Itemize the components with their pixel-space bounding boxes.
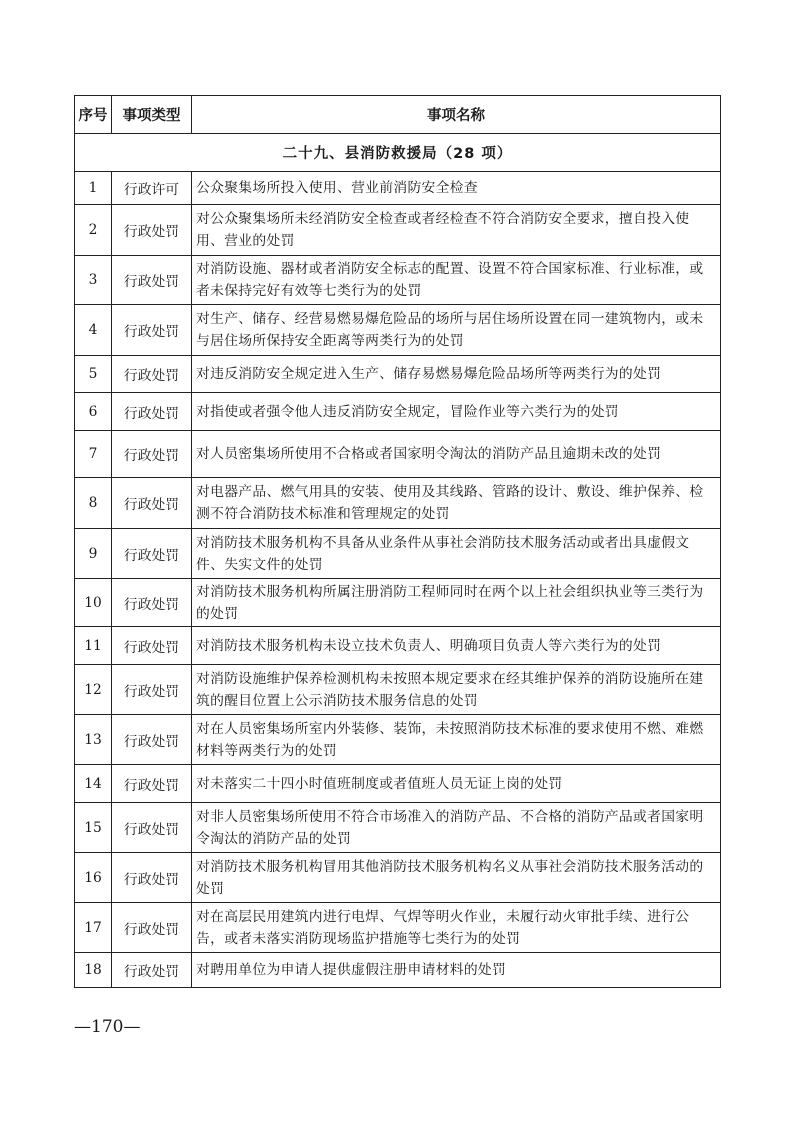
- row-type: 行政处罚: [112, 431, 192, 478]
- row-num: 12: [75, 665, 112, 715]
- table-row: [75, 903, 721, 953]
- table-row: [75, 256, 721, 305]
- table-row: [75, 665, 721, 715]
- row-type: 行政处罚: [112, 903, 192, 953]
- table-row: [75, 627, 721, 665]
- row-type: 行政处罚: [112, 953, 192, 988]
- row-name: 对违反消防安全规定进入生产、储存易燃易爆危险品场所等两类行为的处罚: [192, 356, 721, 393]
- row-type: 行政处罚: [112, 665, 192, 715]
- row-num: 8: [75, 478, 112, 529]
- row-type: 行政处罚: [112, 579, 192, 627]
- table-row: [75, 529, 721, 579]
- row-name: 对在高层民用建筑内进行电焊、气焊等明火作业，未履行动火审批手续、进行公告，或者未落实消防现场监护措施等七类行为的处罚: [192, 903, 721, 953]
- row-num: 16: [75, 853, 112, 903]
- section-row: [75, 134, 721, 172]
- header-row: [75, 96, 721, 134]
- row-num: 2: [75, 205, 112, 256]
- row-name: 对指使或者强令他人违反消防安全规定，冒险作业等六类行为的处罚: [192, 393, 721, 431]
- row-name: 对聘用单位为申请人提供虚假注册申请材料的处罚: [192, 953, 721, 988]
- table-row: [75, 853, 721, 903]
- row-num: 5: [75, 356, 112, 393]
- row-num: 1: [75, 172, 112, 205]
- row-type: 行政处罚: [112, 356, 192, 393]
- row-num: 15: [75, 803, 112, 853]
- table-row: [75, 172, 721, 205]
- row-num: 6: [75, 393, 112, 431]
- row-name: 对电器产品、燃气用具的安装、使用及其线路、管路的设计、敷设、维护保养、检测不符合消防技术标准和管理规定的处罚: [192, 478, 721, 529]
- row-type: 行政处罚: [112, 478, 192, 529]
- row-name: 对消防技术服务机构未设立技术负责人、明确项目负责人等六类行为的处罚: [192, 627, 721, 665]
- row-num: 11: [75, 627, 112, 665]
- row-num: 13: [75, 715, 112, 765]
- table-row: [75, 431, 721, 478]
- row-num: 10: [75, 579, 112, 627]
- row-type: 行政处罚: [112, 803, 192, 853]
- table-row: [75, 715, 721, 765]
- row-name: 公众聚集场所投入使用、营业前消防安全检查: [192, 172, 721, 205]
- row-name: 对消防技术服务机构冒用其他消防技术服务机构名义从事社会消防技术服务活动的处罚: [192, 853, 721, 903]
- row-name: 对消防技术服务机构不具备从业条件从事社会消防技术服务活动或者出具虚假文件、失实文件的处罚: [192, 529, 721, 579]
- row-name: 对人员密集场所使用不合格或者国家明令淘汰的消防产品且逾期未改的处罚: [192, 431, 721, 478]
- row-name: 对公众聚集场所未经消防安全检查或者经检查不符合消防安全要求，擅自投入使用、营业的处罚: [192, 205, 721, 256]
- row-name: 对未落实二十四小时值班制度或者值班人员无证上岗的处罚: [192, 765, 721, 803]
- row-type: 行政处罚: [112, 715, 192, 765]
- row-type: 行政处罚: [112, 627, 192, 665]
- row-name: 对在人员密集场所室内外装修、装饰，未按照消防技术标准的要求使用不燃、难燃材料等两类行为的处罚: [192, 715, 721, 765]
- table-row: [75, 953, 721, 988]
- table-row: [75, 356, 721, 393]
- header-type: 事项类型: [112, 96, 192, 134]
- row-type: 行政处罚: [112, 305, 192, 356]
- row-type: 行政处罚: [112, 529, 192, 579]
- row-name: 对消防设施、器材或者消防安全标志的配置、设置不符合国家标准、行业标准，或者未保持完好有效等七类行为的处罚: [192, 256, 721, 305]
- row-num: 3: [75, 256, 112, 305]
- items-table: [74, 95, 721, 988]
- table-row: [75, 205, 721, 256]
- row-name: 对消防设施维护保养检测机构未按照本规定要求在经其维护保养的消防设施所在建筑的醒目位置上公示消防技术服务信息的处罚: [192, 665, 721, 715]
- row-type: 行政处罚: [112, 256, 192, 305]
- row-num: 7: [75, 431, 112, 478]
- table-row: [75, 579, 721, 627]
- row-name: 对消防技术服务机构所属注册消防工程师同时在两个以上社会组织执业等三类行为的处罚: [192, 579, 721, 627]
- row-type: 行政处罚: [112, 765, 192, 803]
- row-type: 行政处罚: [112, 205, 192, 256]
- row-num: 9: [75, 529, 112, 579]
- row-type: 行政处罚: [112, 853, 192, 903]
- row-type: 行政许可: [112, 172, 192, 205]
- section-title: 二十九、县消防救援局（28 项）: [75, 134, 721, 172]
- row-num: 14: [75, 765, 112, 803]
- table-row: [75, 765, 721, 803]
- table-row: [75, 478, 721, 529]
- page-number: —170—: [74, 1017, 141, 1037]
- table-row: [75, 803, 721, 853]
- row-name: 对非人员密集场所使用不符合市场准入的消防产品、不合格的消防产品或者国家明令淘汰的消防产品的处罚: [192, 803, 721, 853]
- table-row: [75, 305, 721, 356]
- row-num: 18: [75, 953, 112, 988]
- table-row: [75, 393, 721, 431]
- row-type: 行政处罚: [112, 393, 192, 431]
- header-num: 序号: [75, 96, 112, 134]
- row-name: 对生产、储存、经营易燃易爆危险品的场所与居住场所设置在同一建筑物内，或未与居住场所保持安全距离等两类行为的处罚: [192, 305, 721, 356]
- header-name: 事项名称: [192, 96, 721, 134]
- row-num: 17: [75, 903, 112, 953]
- row-num: 4: [75, 305, 112, 356]
